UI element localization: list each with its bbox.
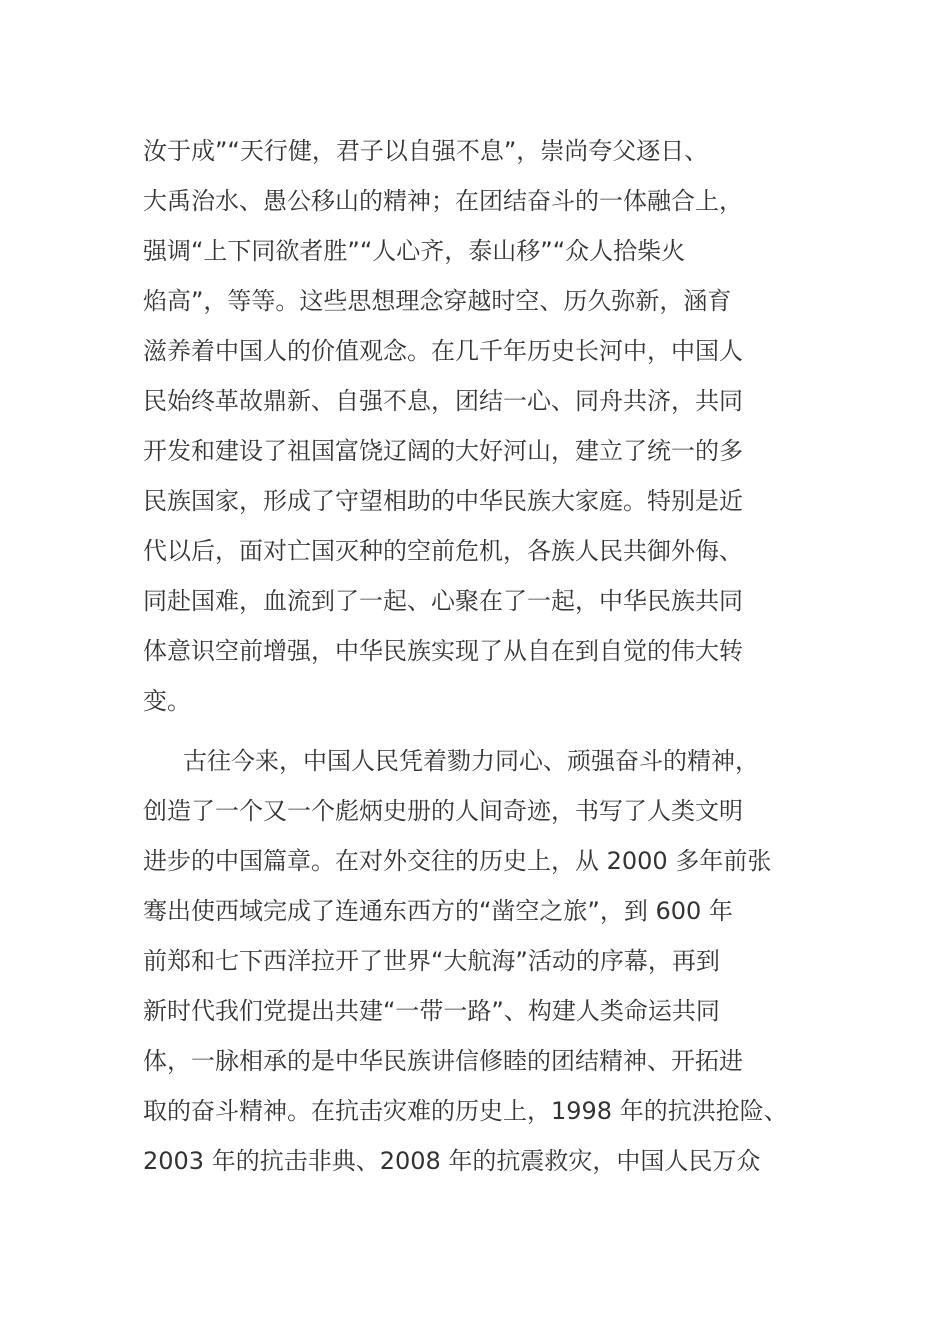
paragraph-line: 体，一脉相承的是中华民族讲信修睦的团结精神、开拓进 <box>143 1047 743 1075</box>
paragraph-line: 代以后，面对亡国灭种的空前危机，各族人民共御外侮、 <box>143 537 743 565</box>
paragraph-2 <box>143 736 813 1186</box>
paragraph-line: 焰高”，等等。这些思想理念穿越时空、历久弥新，涵育 <box>143 287 732 315</box>
paragraph-line: 体意识空前增强，中华民族实现了从自在到自觉的伟大转 <box>143 637 743 665</box>
paragraph-line: 滋养着中国人的价值观念。在几千年历史长河中，中国人 <box>143 337 743 365</box>
paragraph-1 <box>143 126 813 726</box>
paragraph-line: 创造了一个又一个彪炳史册的人间奇迹，书写了人类文明 <box>143 797 743 825</box>
paragraph-line: 骞出使西域完成了连通东西方的“凿空之旅”，到 600 年 <box>143 897 733 925</box>
paragraph-line: 取的奋斗精神。在抗击灾难的历史上，1998 年的抗洪抢险、 <box>143 1097 788 1125</box>
paragraph-line: 古往今来，中国人民凭着勠力同心、顽强奋斗的精神， <box>183 747 759 775</box>
paragraph-line: 民族国家，形成了守望相助的中华民族大家庭。特别是近 <box>143 487 743 515</box>
paragraph-line: 民始终革故鼎新、自强不息，团结一心、同舟共济，共同 <box>143 387 743 415</box>
paragraph-line: 变。 <box>143 687 191 715</box>
paragraph-line: 新时代我们党提出共建“一带一路”、构建人类命运共同 <box>143 997 720 1025</box>
paragraph-line: 开发和建设了祖国富饶辽阔的大好河山，建立了统一的多 <box>143 437 743 465</box>
paragraph-line: 同赴国难，血流到了一起、心聚在了一起，中华民族共同 <box>143 587 743 615</box>
paragraph-line: 汝于成”“天行健，君子以自强不息”，崇尚夸父逐日、 <box>143 137 709 165</box>
paragraph-line: 大禹治水、愚公移山的精神；在团结奋斗的一体融合上， <box>143 187 743 215</box>
paragraph-line: 2003 年的抗击非典、2008 年的抗震救灾，中国人民万众 <box>143 1147 761 1175</box>
paragraph-line: 进步的中国篇章。在对外交往的历史上，从 2000 多年前张 <box>143 847 772 875</box>
paragraph-line: 强调“上下同欲者胜”“人心齐，泰山移”“众人拾柴火 <box>143 237 686 265</box>
paragraph-line: 前郑和七下西洋拉开了世界“大航海”活动的序幕，再到 <box>143 947 720 975</box>
